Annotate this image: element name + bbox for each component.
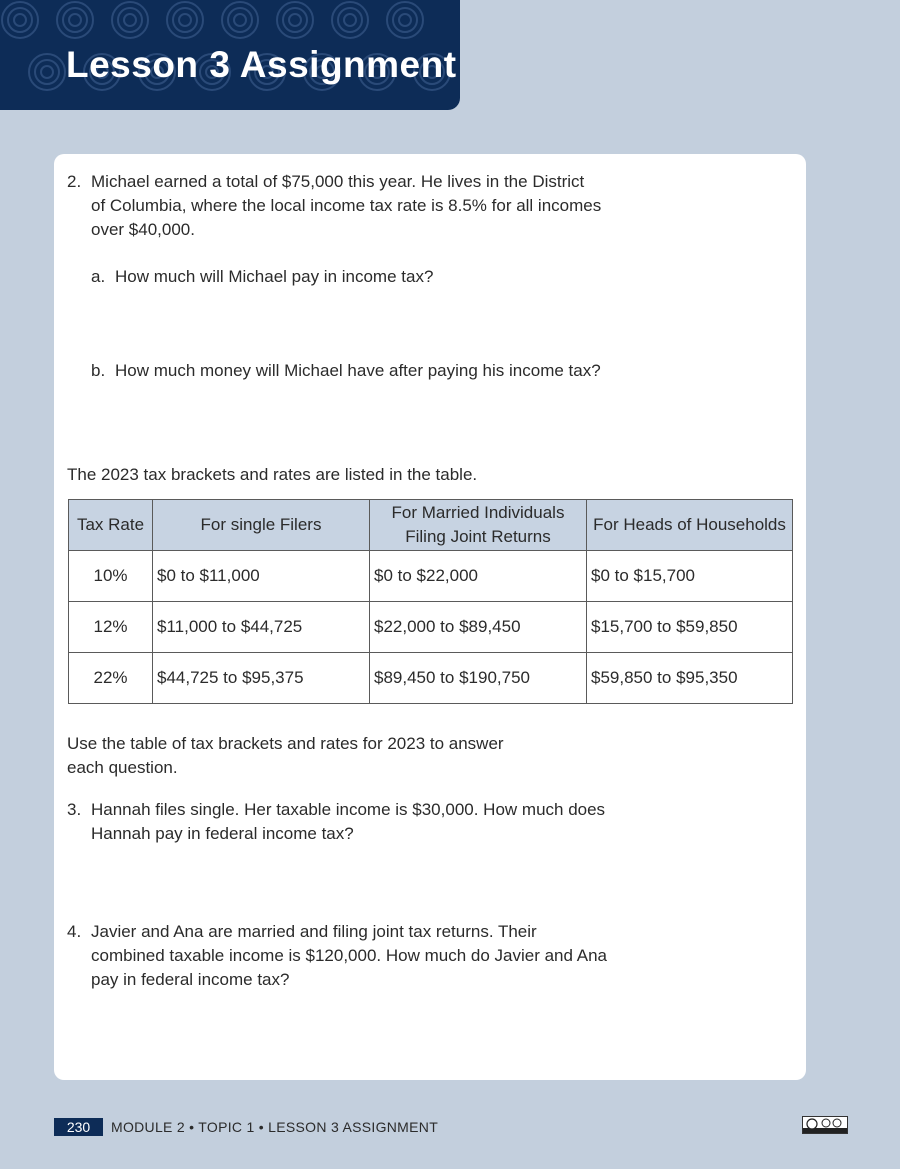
footer-breadcrumb: MODULE 2 • TOPIC 1 • LESSON 3 ASSIGNMENT bbox=[111, 1119, 439, 1135]
table-header-row bbox=[69, 500, 793, 551]
question-2a-text: How much will Michael pay in income tax? bbox=[115, 267, 434, 286]
question-2-number: 2. bbox=[67, 172, 82, 191]
question-4-line-2: combined taxable income is $120,000. How much do Javier and Ana bbox=[91, 946, 607, 965]
header-single-filers: For single Filers bbox=[153, 500, 370, 551]
question-4-line-1: Javier and Ana are married and filing joint tax returns. Their bbox=[91, 922, 537, 941]
instruction-line-1: Use the table of tax brackets and rates for 2023 to answer bbox=[67, 734, 504, 753]
table-cell: $15,700 to $59,850 bbox=[587, 602, 793, 653]
table-row bbox=[69, 551, 793, 602]
table-cell: 22% bbox=[69, 653, 153, 704]
question-4-line-3: pay in federal income tax? bbox=[91, 970, 290, 989]
table-row bbox=[69, 602, 793, 653]
question-3-number: 3. bbox=[67, 800, 82, 819]
table-cell: $89,450 to $190,750 bbox=[370, 653, 587, 704]
table-cell: $0 to $15,700 bbox=[587, 551, 793, 602]
lesson-banner bbox=[0, 0, 460, 110]
question-2b-label: b. bbox=[91, 361, 106, 380]
creative-commons-license-icon bbox=[802, 1116, 848, 1134]
question-2b-text: How much money will Michael have after paying his income tax? bbox=[115, 361, 601, 380]
table-cell: $59,850 to $95,350 bbox=[587, 653, 793, 704]
question-2a-label: a. bbox=[91, 267, 106, 286]
page-number: 230 bbox=[54, 1118, 103, 1136]
question-2-line-3: over $40,000. bbox=[91, 220, 195, 239]
tax-bracket-table bbox=[68, 499, 793, 704]
table-row bbox=[69, 653, 793, 704]
header-tax-rate: Tax Rate bbox=[69, 500, 153, 551]
question-4-number: 4. bbox=[67, 922, 82, 941]
table-cell: $22,000 to $89,450 bbox=[370, 602, 587, 653]
question-2-line-1: Michael earned a total of $75,000 this year. He lives in the District bbox=[91, 172, 585, 191]
table-cell: $0 to $22,000 bbox=[370, 551, 587, 602]
header-married-joint: For Married Individuals Filing Joint Returns bbox=[370, 500, 587, 551]
assignment-card bbox=[54, 154, 806, 1080]
table-cell: 12% bbox=[69, 602, 153, 653]
page-title: Lesson 3 Assignment bbox=[66, 44, 457, 85]
header-heads-of-households: For Heads of Households bbox=[587, 500, 793, 551]
table-cell: $11,000 to $44,725 bbox=[153, 602, 370, 653]
table-intro: The 2023 tax brackets and rates are listed in the table. bbox=[67, 465, 478, 484]
table-cell: 10% bbox=[69, 551, 153, 602]
question-2-line-2: of Columbia, where the local income tax rate is 8.5% for all incomes bbox=[91, 196, 602, 215]
question-3-line-2: Hannah pay in federal income tax? bbox=[91, 824, 354, 843]
question-3-line-1: Hannah files single. Her taxable income is $30,000. How much does bbox=[91, 800, 606, 819]
table-cell: $44,725 to $95,375 bbox=[153, 653, 370, 704]
table-cell: $0 to $11,000 bbox=[153, 551, 370, 602]
instruction-line-2: each question. bbox=[67, 758, 178, 777]
